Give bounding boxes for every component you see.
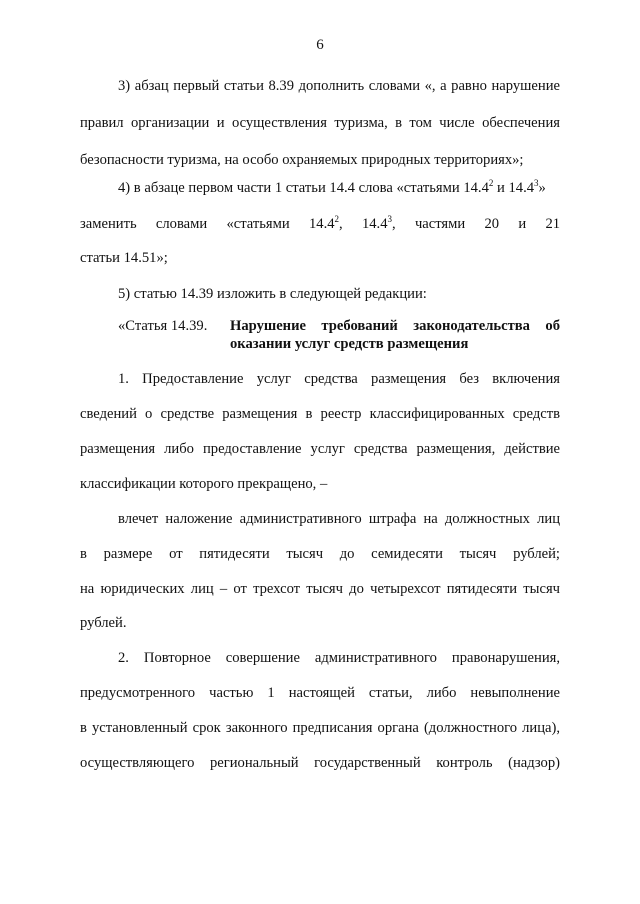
part2-line2: предусмотренного частью 1 настоящей статьи, либо невыполнение (80, 685, 560, 701)
article-label: «Статья 14.39. (118, 318, 208, 334)
part2-line3: в установленный срок законного предписания органа (должностного лица), (80, 720, 560, 736)
word: и (518, 216, 527, 232)
punct: , (392, 216, 396, 232)
superscript: 2 (488, 178, 494, 188)
word: 21 (545, 216, 561, 232)
sanction1-line4: рублей. (80, 615, 127, 631)
article-title-line1: Нарушение требований законодательства об (230, 318, 560, 334)
item4-line1-mid: и 14.4 (493, 180, 535, 196)
part1-line2: сведений о средстве размещения в реестр классифицированных средств (80, 406, 560, 422)
part1-line3: размещения либо предоставление услуг средства размещения, действие (80, 441, 560, 457)
page-number: 6 (316, 37, 324, 53)
item4-line2 (80, 214, 560, 234)
word: частями (414, 216, 466, 232)
superscript: 3 (387, 214, 392, 224)
item5-line1: 5) статью 14.39 изложить в следующей редакции: (118, 286, 427, 302)
item4-line1-post: » (538, 180, 546, 196)
part1-line1: 1. Предоставление услуг средства размещения без включения (118, 371, 560, 387)
sanction1-line1: влечет наложение административного штрафа на должностных лиц (118, 511, 560, 527)
word-group (362, 216, 396, 232)
item4-line3: статьи 14.51»; (80, 250, 168, 266)
superscript: 3 (534, 178, 539, 188)
part1-line4: классификации которого прекращено, – (80, 476, 328, 492)
part2-line4: осуществляющего региональный государственный контроль (надзор) (80, 755, 560, 771)
superscript: 2 (334, 214, 340, 224)
word-group (309, 216, 343, 232)
word: «статьями (226, 216, 290, 232)
word: заменить (80, 216, 137, 232)
word: 20 (484, 216, 500, 232)
sanction1-line2: в размере от пятидесяти тысяч до семидесяти тысяч рублей; (80, 546, 560, 562)
item3-line3: безопасности туризма, на особо охраняемых природных территориях»; (80, 152, 524, 168)
article-title-line2: оказании услуг средств размещения (230, 336, 469, 352)
word: 14.4 (361, 216, 388, 232)
word: словами (155, 216, 208, 232)
punct: , (339, 216, 343, 232)
item3-line1: 3) абзац первый статьи 8.39 дополнить словами «, а равно нарушение (118, 78, 560, 94)
item4-line1-pre: 4) в абзаце первом части 1 статьи 14.4 слова «статьями 14.4 (118, 180, 489, 196)
part2-line1: 2. Повторное совершение административного правонарушения, (118, 650, 560, 666)
item4-line1 (118, 178, 560, 198)
word: 14.4 (308, 216, 335, 232)
item3-line2: правил организации и осуществления туризма, в том числе обеспечения (80, 115, 560, 131)
sanction1-line3: на юридических лиц – от трехсот тысяч до четырехсот пятидесяти тысяч (80, 581, 560, 597)
